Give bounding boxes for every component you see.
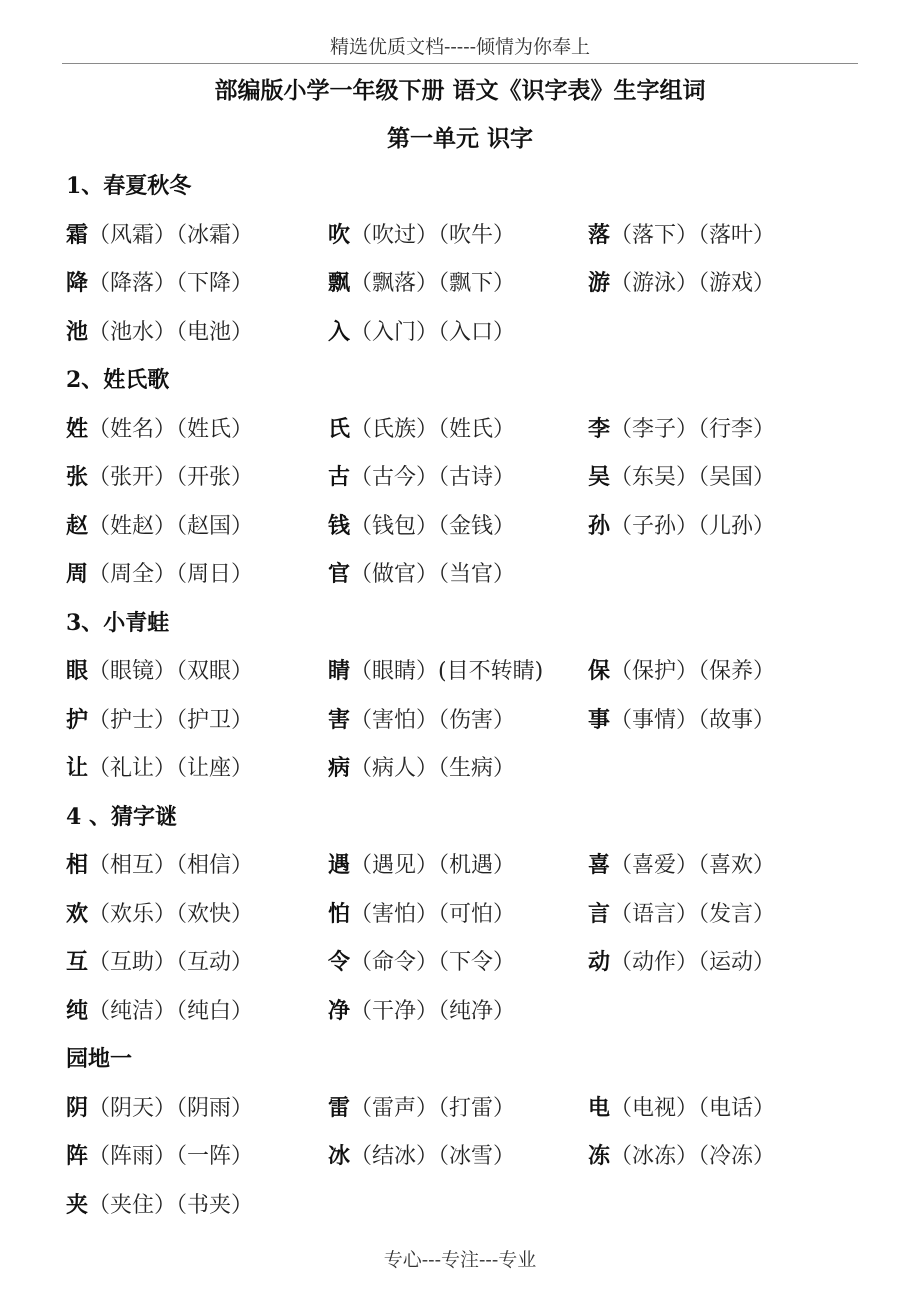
char-entry [328, 308, 515, 358]
char-entry [588, 647, 775, 697]
word-group: （命令）（下令） [350, 950, 516, 975]
character: 阴 [66, 1094, 89, 1121]
character: 古 [328, 464, 351, 490]
word-group: （做官）（当官） [350, 562, 516, 587]
page-footer: 专心---专注---专业 [383, 1249, 537, 1271]
word-row [66, 502, 866, 551]
char-entry [328, 1132, 515, 1182]
word-group: （互助）（互动） [88, 950, 254, 975]
character: 雷 [328, 1094, 351, 1121]
character: 让 [66, 755, 89, 781]
char-entry [66, 696, 253, 746]
word-group: （吹过）（吹牛） [350, 222, 516, 248]
character: 吴 [588, 464, 611, 490]
character: 游 [588, 270, 611, 296]
char-entry [66, 744, 253, 794]
word-group: （古今）（古诗） [350, 465, 516, 490]
word-group: （降落）（下降） [88, 271, 254, 296]
char-entry [328, 696, 515, 746]
word-row [66, 1084, 866, 1133]
char-entry [328, 938, 515, 988]
word-group: （纯洁）（纯白） [88, 998, 254, 1024]
char-entry [328, 550, 515, 600]
word-group: （眼睛）(目不转睛) [350, 659, 544, 684]
char-entry [588, 453, 775, 503]
word-row [66, 405, 866, 454]
character: 护 [66, 706, 89, 733]
char-entry [66, 211, 253, 261]
char-entry [66, 1181, 253, 1231]
word-group: （病人）（生病） [350, 756, 516, 781]
word-group: （钱包）（金钱） [350, 513, 516, 539]
word-group: （欢乐）（欢快） [88, 901, 254, 927]
char-entry [66, 938, 253, 988]
word-group: （喜爱）（喜欢） [610, 853, 776, 878]
word-group: （眼镜）（双眼） [88, 659, 254, 684]
character: 孙 [588, 512, 611, 539]
char-entry [328, 405, 515, 455]
character: 保 [588, 658, 611, 684]
char-entry [328, 647, 543, 697]
word-row [66, 1181, 866, 1230]
word-group: （保护）（保养） [610, 659, 776, 684]
word-group: （氏族）（姓氏） [350, 416, 516, 442]
character: 冻 [588, 1143, 611, 1169]
character: 睛 [328, 658, 351, 684]
char-entry [66, 890, 253, 940]
character: 赵 [66, 512, 89, 539]
word-group: （东吴）（吴国） [610, 465, 776, 490]
word-row [66, 890, 866, 939]
character: 官 [328, 561, 351, 587]
char-entry [328, 1084, 515, 1134]
char-entry [66, 259, 253, 309]
char-entry [328, 744, 515, 794]
character: 怕 [328, 900, 351, 927]
character: 飘 [328, 270, 351, 296]
char-entry [66, 405, 253, 455]
char-entry [588, 1084, 775, 1134]
word-row [66, 453, 866, 502]
character: 池 [66, 318, 89, 345]
word-group: （入门）（入口） [350, 319, 516, 345]
word-group: （池水）（电池） [88, 319, 254, 345]
character: 冰 [328, 1143, 351, 1169]
character: 纯 [66, 997, 89, 1024]
word-group: （游泳）（游戏） [610, 271, 776, 296]
char-entry [66, 308, 253, 358]
word-group: （姓赵）（赵国） [88, 513, 254, 539]
word-row [66, 550, 866, 599]
char-entry [588, 696, 775, 746]
word-group: （害怕）（可怕） [350, 901, 516, 927]
char-entry [66, 502, 253, 552]
unit-title: 第一单元 识字 [386, 125, 533, 152]
character: 眼 [66, 658, 89, 684]
character: 吹 [328, 221, 351, 248]
word-group: （阵雨）（一阵） [88, 1144, 254, 1169]
word-group: （礼让）（让座） [88, 756, 254, 781]
lesson-heading: 4 、猜字谜 [66, 803, 177, 830]
word-row [66, 987, 866, 1036]
word-group: （动作）（运动） [610, 950, 776, 975]
word-group: （落下）（落叶） [610, 222, 776, 248]
character: 电 [588, 1094, 611, 1121]
char-entry [328, 987, 515, 1037]
word-row [66, 647, 866, 696]
word-group: （结冰）（冰雪） [350, 1144, 516, 1169]
char-entry [328, 502, 515, 552]
word-group: （语言）（发言） [610, 901, 776, 927]
char-entry [66, 1084, 253, 1134]
lesson-heading: 园地一 [66, 1046, 133, 1072]
word-group: （电视）（电话） [610, 1095, 776, 1121]
char-entry [66, 453, 253, 503]
word-group: （飘落）（飘下） [350, 271, 516, 296]
word-group: （遇见）（机遇） [350, 853, 516, 878]
character: 害 [328, 706, 351, 733]
character: 遇 [328, 852, 351, 878]
word-group: （夹住）（书夹） [88, 1192, 254, 1218]
word-group: （风霜）（冰霜） [88, 222, 254, 248]
char-entry [66, 1132, 253, 1182]
char-entry [328, 841, 515, 891]
lesson-list [66, 162, 866, 1229]
char-entry [588, 841, 775, 891]
character: 李 [588, 415, 611, 442]
word-group: （李子）（行李） [610, 416, 776, 442]
char-entry [588, 890, 775, 940]
character: 落 [588, 221, 611, 248]
char-entry [588, 211, 775, 261]
char-entry [66, 987, 253, 1037]
word-row [66, 841, 866, 890]
character: 净 [328, 997, 351, 1024]
word-group: （害怕）（伤害） [350, 707, 516, 733]
character: 欢 [66, 900, 89, 927]
word-group: （子孙）（儿孙） [610, 513, 776, 539]
character: 张 [66, 464, 89, 490]
character: 言 [588, 900, 611, 927]
character: 互 [66, 949, 89, 975]
word-row [66, 744, 866, 793]
char-entry [588, 938, 775, 988]
word-group: （阴天）（阴雨） [88, 1095, 254, 1121]
page-header: 精选优质文档-----倾情为你奉上 [62, 32, 858, 64]
word-row [66, 259, 866, 308]
word-group: （张开）（开张） [88, 465, 254, 490]
document-title: 部编版小学一年级下册 语文《识字表》生字组词 [214, 77, 706, 104]
word-row [66, 308, 866, 357]
character: 周 [66, 561, 89, 587]
character: 霜 [66, 221, 89, 248]
character: 降 [66, 270, 89, 296]
character: 入 [328, 318, 351, 345]
lesson-heading: 2、姓氏歌 [66, 367, 170, 393]
character: 事 [588, 706, 611, 733]
word-group: （干净）（纯净） [350, 998, 516, 1024]
lesson-heading: 3、小青蛙 [66, 609, 170, 636]
word-group: （护士）（护卫） [88, 707, 254, 733]
character: 相 [66, 852, 89, 878]
character: 病 [328, 755, 351, 781]
character: 喜 [588, 852, 611, 878]
character: 阵 [66, 1143, 89, 1169]
char-entry [588, 405, 775, 455]
char-entry [66, 647, 253, 697]
char-entry [328, 259, 515, 309]
word-row [66, 211, 866, 260]
word-group: （冰冻）（冷冻） [610, 1144, 776, 1169]
char-entry [328, 453, 515, 503]
char-entry [588, 502, 775, 552]
character: 夹 [66, 1191, 89, 1218]
character: 令 [328, 949, 351, 975]
word-row [66, 1132, 866, 1181]
character: 钱 [328, 512, 351, 539]
lesson-heading: 1、春夏秋冬 [66, 173, 192, 199]
word-group: （相互）（相信） [88, 853, 254, 878]
word-row [66, 938, 866, 987]
char-entry [328, 890, 515, 940]
char-entry [588, 259, 775, 309]
word-row [66, 696, 866, 745]
character: 姓 [66, 415, 89, 442]
char-entry [328, 211, 515, 261]
char-entry [66, 841, 253, 891]
character: 氏 [328, 415, 351, 442]
word-group: （周全）（周日） [88, 562, 254, 587]
character: 动 [588, 949, 611, 975]
word-group: （事情）（故事） [610, 707, 776, 733]
word-group: （雷声）（打雷） [350, 1095, 516, 1121]
char-entry [588, 1132, 775, 1182]
char-entry [66, 550, 253, 600]
word-group: （姓名）（姓氏） [88, 416, 254, 442]
